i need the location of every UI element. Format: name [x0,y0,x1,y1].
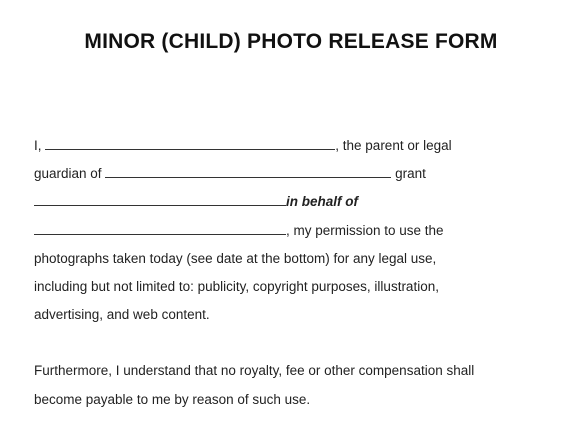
parent-name-blank[interactable] [45,137,335,150]
grantee-line [34,193,358,211]
guardian-suffix: grant [395,166,426,181]
parent-name-suffix: , the parent or legal [335,138,452,153]
parent-name-prefix: I, [34,138,42,153]
body-line-3: advertising, and web content. [34,307,210,322]
behalf-line [34,222,444,240]
body-line-1: photographs taken today (see date at the bottom) for any legal use, [34,251,437,266]
guardian-line [34,165,426,183]
grantee-blank[interactable] [34,193,286,206]
in-behalf-of-text: in behalf of [286,194,358,209]
guardian-prefix: guardian of [34,166,102,181]
form-title: MINOR (CHILD) PHOTO RELEASE FORM [84,30,498,53]
minor-name-blank[interactable] [105,165,391,178]
compensation-line-1: Furthermore, I understand that no royalty, fee or other compensation shall [34,363,475,378]
permission-text: , my permission to use the [286,223,444,238]
behalf-blank[interactable] [34,222,286,235]
parent-name-line [34,137,452,155]
compensation-line-2: become payable to me by reason of such use. [34,392,311,407]
body-line-2: including but not limited to: publicity, copyright purposes, illustration, [34,279,439,294]
